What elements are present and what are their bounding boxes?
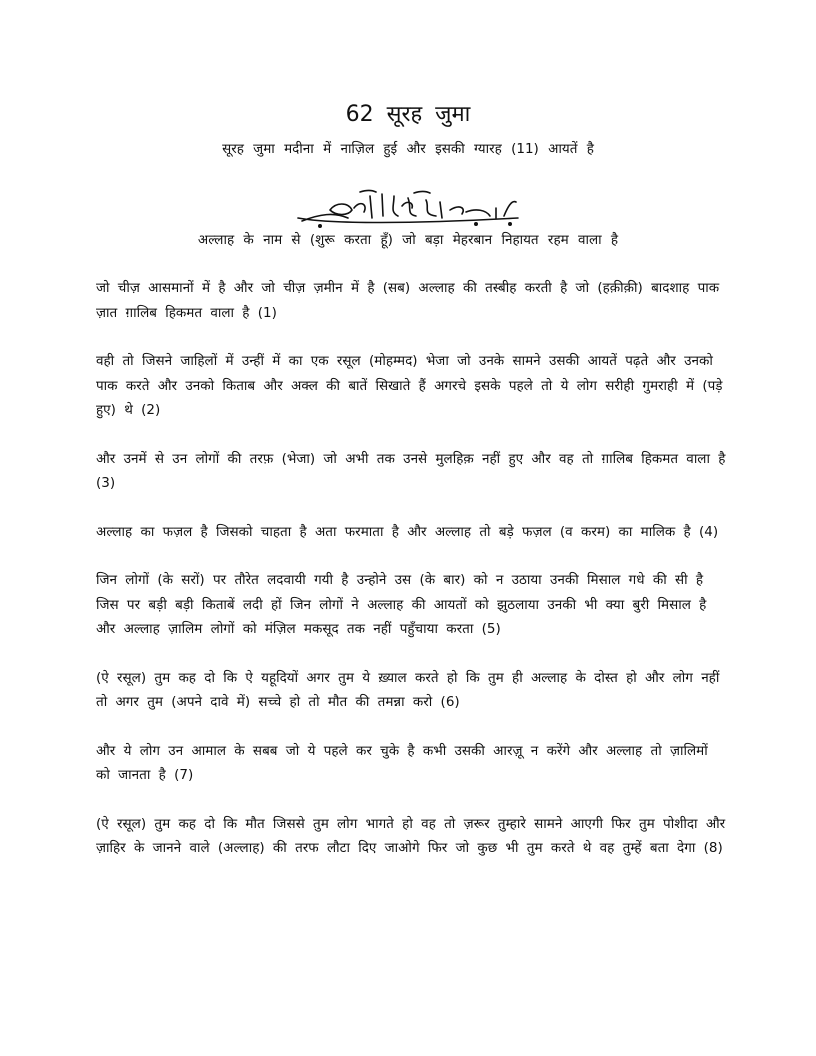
basmala-translation: अल्लाह के नाम से (शुरू करता हूँ) जो बड़ा मेहरबान निहायत रहम वाला है <box>197 232 619 248</box>
verse-1: जो चीज़ आसमानों में है और जो चीज़ ज़मीन में है (सब) अल्लाह की तस्बीह करती है जो (हक़ीक़ी) बादशाह पाक ज़ात ग़ालिब हिकमत वाला है (1) <box>96 280 720 321</box>
verse-8: (ऐ रसूल) तुम कह दो कि मौत जिससे तुम लोग भागते हो वह तो ज़रूर तुम्हारे सामने आएगी फिर तुम पोशीदा और ज़ाहिर के जानने वाले (अल्लाह) की तरफ लौटा दिए जाओगे फिर जो कुछ भी तुम करते थे वह तुम्हें बता देगा (8) <box>96 815 726 856</box>
verse-6: (ऐ रसूल) तुम कह दो कि ऐ यहूदियों अगर तुम ये ख़्याल करते हो कि तुम ही अल्लाह के दोस्त हो और लोग नहीं तो अगर तुम (अपने दावे में) सच्चे हो तो मौत की तमन्ना करो (6) <box>96 669 720 710</box>
bismillah-calligraphy-icon <box>290 188 530 230</box>
surah-title: 62 सूरह जुमा <box>345 102 471 127</box>
verse-4: अल्लाह का फज़ल है जिसको चाहता है अता फरमाता है और अल्लाह तो बड़े फज़ल (व करम) का मालिक है (4) <box>96 523 719 540</box>
verse-list <box>96 276 726 885</box>
verse-3: और उनमें से उन लोगों की तरफ़ (भेजा) जो अभी तक उनसे मुलहिक़ नहीं हुए और वह तो ग़ालिब हिकमत वाला है (3) <box>96 450 726 491</box>
surah-subtitle: सूरह जुमा मदीना में नाज़िल हुई और इसकी ग्यारह (11) आयतें है <box>222 141 594 157</box>
verse-2: वही तो जिसने जाहिलों में उन्हीं में का एक रसूल (मोहम्मद) भेजा जो उनके सामने उसकी आयतें पढ़ते और उनको पाक करते और उनको किताब और अक्ल की बातें सिखाते हैं अगरचे इसके पहले तो ये लोग सरीही गुमराही में (पड़े हुए) थे (2) <box>96 353 723 418</box>
verse-5: जिन लोगों (के सरों) पर तौरेत लदवायी गयी है उन्होने उस (के बार) को न उठाया उनकी मिसाल गधे की सी है जिस पर बड़ी बड़ी किताबें लदी हों जिन लोगों ने अल्लाह की आयतों को झुठलाया उनकी भी क्या बुरी मिसाल है और अल्लाह ज़ालिम लोगों को मंज़िल मकसूद तक नहीं पहुँचाया करता (5) <box>96 572 707 637</box>
verse-7: और ये लोग उन आमाल के सबब जो ये पहले कर चुके है कभी उसकी आरज़ू न करेंगे और अल्लाह तो ज़ालिमों को जानता है (7) <box>96 742 708 783</box>
